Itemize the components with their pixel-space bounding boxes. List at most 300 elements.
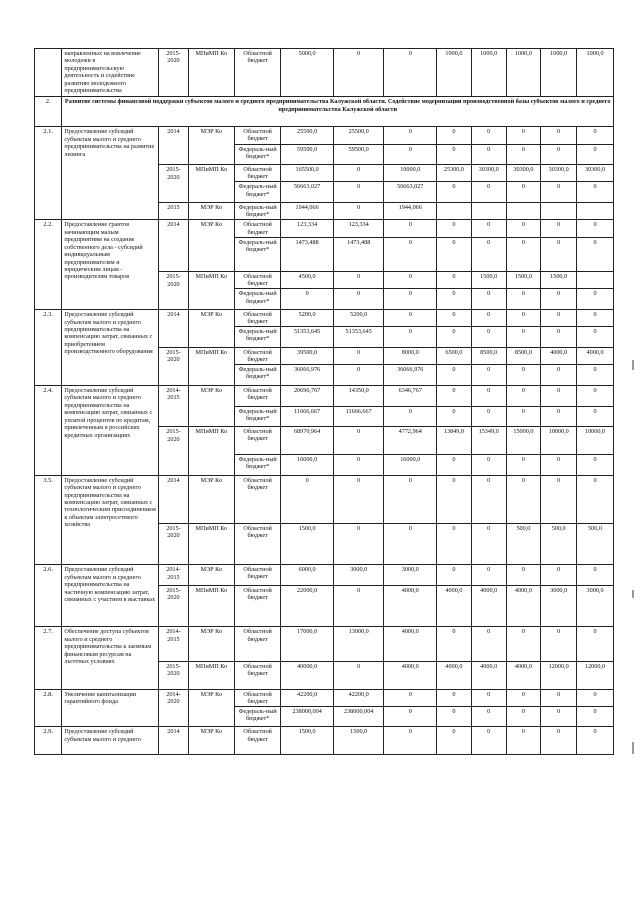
- value-cell: 0: [577, 220, 614, 237]
- value-cell: 0: [471, 385, 506, 406]
- value-cell: 1500,0: [281, 523, 334, 564]
- value-cell: [577, 272, 614, 289]
- years-cell: 2014: [159, 220, 188, 272]
- value-cell: 4000,0: [471, 661, 506, 689]
- value-cell: 8500,0: [471, 348, 506, 365]
- value-cell: 4000,0: [437, 586, 472, 627]
- value-cell: 30300,0: [471, 165, 506, 182]
- value-cell: 6346,767: [384, 385, 437, 406]
- value-cell: 0: [333, 523, 384, 564]
- funding-source: Федераль-ный бюджет*: [234, 182, 280, 203]
- value-cell: 0: [333, 427, 384, 455]
- value-cell: 16000,0: [281, 454, 334, 475]
- measure-name: Обеспечение доступа субъектов малого и среднего предпринимательства к заемным финансовым ресурсам на льготных условиях: [62, 627, 159, 689]
- years-cell: 2014-2015: [159, 627, 188, 662]
- value-cell: 51353,645: [333, 327, 384, 348]
- value-cell: 0: [384, 310, 437, 327]
- executor-cell: МЭР Ко: [188, 127, 234, 165]
- value-cell: 0: [541, 689, 577, 706]
- value-cell: 0: [437, 689, 472, 706]
- value-cell: 0: [437, 706, 472, 727]
- value-cell: 22000,0: [281, 586, 334, 627]
- value-cell: 56663,027: [384, 182, 437, 203]
- executor-cell: МПиМП Ко: [188, 586, 234, 627]
- value-cell: 0: [437, 127, 472, 144]
- value-cell: 0: [333, 661, 384, 689]
- value-cell: 0: [541, 565, 577, 586]
- executor-cell: МПиМП Ко: [188, 272, 234, 310]
- value-cell: 0: [437, 454, 472, 475]
- value-cell: 6500,0: [437, 348, 472, 365]
- table-row: [35, 220, 614, 237]
- years-cell: 2015-2020: [159, 49, 188, 97]
- value-cell: 4000,0: [577, 348, 614, 365]
- value-cell: 0: [384, 237, 437, 272]
- value-cell: 5200,0: [333, 310, 384, 327]
- value-cell: 36066,976: [384, 365, 437, 386]
- value-cell: 0: [577, 454, 614, 475]
- years-cell: 2015-2020: [159, 427, 188, 475]
- value-cell: 1000,0: [437, 49, 472, 97]
- value-cell: 0: [471, 310, 506, 327]
- value-cell: 0: [506, 220, 541, 237]
- value-cell: 0: [577, 727, 614, 755]
- value-cell: 15349,0: [471, 427, 506, 455]
- years-cell: 2015-2020: [159, 586, 188, 627]
- value-cell: 0: [506, 565, 541, 586]
- value-cell: 19000,0: [384, 165, 437, 182]
- executor-cell: МЭР Ко: [188, 203, 234, 220]
- value-cell: 500,0: [577, 523, 614, 564]
- years-cell: 2014: [159, 310, 188, 348]
- budget-table: [34, 48, 614, 755]
- value-cell: 15000,0: [506, 427, 541, 455]
- funding-source: Областной бюджет: [234, 427, 280, 455]
- section-title: Развитие системы финансовой поддержки субъектов малого и среднего предпринимательства Калужской области. Содействие модернизации производственной базы субъектов малого и среднего предпринимательства Калужской области: [62, 97, 614, 127]
- value-cell: 0: [506, 327, 541, 348]
- value-cell: 0: [506, 310, 541, 327]
- value-cell: 0: [577, 689, 614, 706]
- value-cell: 0: [471, 327, 506, 348]
- value-cell: 51353,645: [281, 327, 334, 348]
- value-cell: 4000,0: [506, 661, 541, 689]
- funding-source: Областной бюджет: [234, 127, 280, 144]
- years-cell: 2015-2020: [159, 661, 188, 689]
- value-cell: 59500,0: [333, 144, 384, 165]
- executor-cell: МЭР Ко: [188, 565, 234, 586]
- value-cell: 0: [506, 727, 541, 755]
- row-number: 2.3.: [35, 310, 62, 386]
- value-cell: 123,334: [281, 220, 334, 237]
- table-row: [35, 475, 614, 523]
- years-cell: 2014-2020: [159, 689, 188, 727]
- value-cell: 0: [333, 272, 384, 289]
- value-cell: 20696,767: [281, 385, 334, 406]
- value-cell: 0: [437, 220, 472, 237]
- value-cell: 0: [577, 706, 614, 727]
- value-cell: 1000,0: [506, 49, 541, 97]
- value-cell: 0: [471, 406, 506, 427]
- value-cell: 0: [577, 327, 614, 348]
- value-cell: 0: [333, 454, 384, 475]
- value-cell: [577, 203, 614, 220]
- value-cell: 0: [437, 272, 472, 289]
- value-cell: 0: [471, 220, 506, 237]
- value-cell: 0: [506, 289, 541, 310]
- value-cell: 0: [384, 220, 437, 237]
- funding-source: Федераль-ный бюджет*: [234, 406, 280, 427]
- value-cell: 0: [437, 237, 472, 272]
- value-cell: [437, 203, 472, 220]
- value-cell: 0: [437, 327, 472, 348]
- value-cell: 0: [471, 706, 506, 727]
- value-cell: 68970,964: [281, 427, 334, 455]
- measure-name: Предоставление субсидий субъектам малого и среднего: [62, 727, 159, 755]
- table-row: [35, 689, 614, 706]
- value-cell: 0: [384, 727, 437, 755]
- value-cell: 1000,0: [577, 49, 614, 97]
- value-cell: 12000,0: [577, 661, 614, 689]
- value-cell: 0: [506, 689, 541, 706]
- value-cell: 0: [471, 182, 506, 203]
- value-cell: 0: [333, 165, 384, 182]
- value-cell: 0: [577, 627, 614, 662]
- executor-cell: МЭР Ко: [188, 475, 234, 523]
- years-cell: 2015-2020: [159, 272, 188, 310]
- years-cell: 2014: [159, 727, 188, 755]
- value-cell: 1500,0: [333, 727, 384, 755]
- value-cell: 0: [333, 365, 384, 386]
- value-cell: 4000,0: [506, 586, 541, 627]
- value-cell: 12000,0: [541, 661, 577, 689]
- value-cell: 1473,488: [281, 237, 334, 272]
- funding-source: Федераль-ный бюджет*: [234, 327, 280, 348]
- years-cell: 2015-2020: [159, 165, 188, 203]
- funding-source: Областной бюджет: [234, 272, 280, 289]
- value-cell: 0: [506, 144, 541, 165]
- value-cell: 0: [384, 272, 437, 289]
- value-cell: 0: [577, 475, 614, 523]
- value-cell: 0: [577, 385, 614, 406]
- value-cell: 0: [384, 327, 437, 348]
- value-cell: 0: [541, 706, 577, 727]
- value-cell: 1500,0: [281, 727, 334, 755]
- value-cell: 0: [506, 365, 541, 386]
- value-cell: 0: [506, 127, 541, 144]
- value-cell: 0: [471, 365, 506, 386]
- value-cell: 59500,0: [281, 144, 334, 165]
- value-cell: 4000,0: [471, 586, 506, 627]
- value-cell: 0: [541, 310, 577, 327]
- value-cell: 0: [541, 627, 577, 662]
- value-cell: 0: [384, 289, 437, 310]
- executor-cell: МПиМП Ко: [188, 348, 234, 386]
- funding-source: Областной бюджет: [234, 727, 280, 755]
- executor-cell: МПиМП Ко: [188, 165, 234, 203]
- value-cell: 0: [577, 406, 614, 427]
- row-number: 2.6.: [35, 565, 62, 627]
- table-row: [35, 385, 614, 406]
- value-cell: 1500,0: [506, 272, 541, 289]
- value-cell: 8000,0: [384, 348, 437, 365]
- value-cell: 0: [333, 182, 384, 203]
- funding-source: Федераль-ный бюджет*: [234, 203, 280, 220]
- value-cell: 8500,0: [506, 348, 541, 365]
- row-number: 2.8.: [35, 689, 62, 727]
- row-number: 3.5.: [35, 475, 62, 565]
- value-cell: 13000,0: [333, 627, 384, 662]
- value-cell: 238000,004: [333, 706, 384, 727]
- value-cell: 42200,0: [333, 689, 384, 706]
- value-cell: 0: [437, 310, 472, 327]
- funding-source: Областной бюджет: [234, 661, 280, 689]
- value-cell: 0: [541, 454, 577, 475]
- row-number: [35, 49, 62, 97]
- funding-source: Областной бюджет: [234, 165, 280, 182]
- table-row: [35, 565, 614, 586]
- value-cell: 0: [471, 627, 506, 662]
- executor-cell: МЭР Ко: [188, 310, 234, 348]
- value-cell: 13849,0: [437, 427, 472, 455]
- value-cell: 238000,004: [281, 706, 334, 727]
- value-cell: 1473,488: [333, 237, 384, 272]
- value-cell: 10000,0: [541, 427, 577, 455]
- value-cell: 0: [506, 406, 541, 427]
- executor-cell: МЭР Ко: [188, 220, 234, 272]
- value-cell: 0: [471, 454, 506, 475]
- funding-source: Федераль-ный бюджет*: [234, 454, 280, 475]
- row-number: 2.4.: [35, 385, 62, 475]
- executor-cell: МЭР Ко: [188, 689, 234, 727]
- section-number: 2.: [35, 97, 62, 127]
- value-cell: 0: [541, 475, 577, 523]
- value-cell: 0: [333, 289, 384, 310]
- value-cell: 0: [541, 385, 577, 406]
- value-cell: 0: [281, 289, 334, 310]
- value-cell: 1944,066: [281, 203, 334, 220]
- value-cell: 0: [506, 182, 541, 203]
- scan-edge-mark: [632, 360, 634, 370]
- value-cell: 0: [577, 289, 614, 310]
- value-cell: 16000,0: [384, 454, 437, 475]
- value-cell: 25500,0: [281, 127, 334, 144]
- value-cell: 42200,0: [281, 689, 334, 706]
- value-cell: 30300,0: [577, 165, 614, 182]
- value-cell: 0: [437, 565, 472, 586]
- value-cell: [506, 203, 541, 220]
- table-row: [35, 727, 614, 755]
- table-row: [35, 49, 614, 97]
- value-cell: 0: [437, 144, 472, 165]
- executor-cell: МПиМП Ко: [188, 523, 234, 564]
- value-cell: 0: [577, 310, 614, 327]
- funding-source: Областной бюджет: [234, 310, 280, 327]
- value-cell: 0: [506, 454, 541, 475]
- measure-name: Предоставление субсидий субъектам малого и среднего предпринимательства на частичную компенсацию затрат, связанных с участием в выставках: [62, 565, 159, 627]
- value-cell: 40000,0: [281, 661, 334, 689]
- table-row: [35, 310, 614, 327]
- value-cell: 4000,0: [384, 627, 437, 662]
- value-cell: 11666,667: [281, 406, 334, 427]
- value-cell: 1000,0: [471, 49, 506, 97]
- funding-source: Федераль-ный бюджет*: [234, 706, 280, 727]
- value-cell: 0: [437, 475, 472, 523]
- row-number: 2.9.: [35, 727, 62, 755]
- table-body: [35, 49, 614, 755]
- value-cell: 1000,0: [541, 49, 577, 97]
- value-cell: 500,0: [506, 523, 541, 564]
- measure-name: Увеличение капитализации гарантийного фонда: [62, 689, 159, 727]
- value-cell: 0: [577, 127, 614, 144]
- value-cell: 0: [471, 565, 506, 586]
- row-number: 2.7.: [35, 627, 62, 689]
- value-cell: 0: [471, 289, 506, 310]
- executor-cell: МЭР Ко: [188, 727, 234, 755]
- value-cell: 0: [471, 144, 506, 165]
- funding-source: Областной бюджет: [234, 586, 280, 627]
- executor-cell: МПиМП Ко: [188, 427, 234, 475]
- value-cell: 11666,667: [333, 406, 384, 427]
- value-cell: 0: [471, 689, 506, 706]
- value-cell: 6000,0: [281, 565, 334, 586]
- value-cell: 1500,0: [471, 272, 506, 289]
- value-cell: 0: [437, 182, 472, 203]
- value-cell: 0: [541, 289, 577, 310]
- value-cell: 0: [541, 144, 577, 165]
- value-cell: 36066,976: [281, 365, 334, 386]
- value-cell: 0: [384, 475, 437, 523]
- value-cell: 0: [384, 689, 437, 706]
- value-cell: 3000,0: [333, 565, 384, 586]
- value-cell: 0: [577, 182, 614, 203]
- value-cell: 5000,0: [281, 49, 334, 97]
- value-cell: 0: [506, 475, 541, 523]
- funding-source: Областной бюджет: [234, 627, 280, 662]
- value-cell: 0: [577, 565, 614, 586]
- years-cell: 2015-2020: [159, 348, 188, 386]
- value-cell: 1944,066: [384, 203, 437, 220]
- value-cell: 0: [384, 523, 437, 564]
- value-cell: 0: [437, 289, 472, 310]
- table-row: [35, 127, 614, 144]
- value-cell: 0: [471, 475, 506, 523]
- value-cell: 30300,0: [541, 165, 577, 182]
- value-cell: 0: [577, 365, 614, 386]
- funding-source: Областной бюджет: [234, 49, 280, 97]
- measure-name: Предоставление грантов начинающим малым предприятиям на создание собственного дела - субсидий индивидуальным предпринимателям и юридическим лицам - производителям товаров: [62, 220, 159, 310]
- executor-cell: МПиМП Ко: [188, 661, 234, 689]
- value-cell: 0: [384, 406, 437, 427]
- value-cell: 4000,0: [384, 586, 437, 627]
- value-cell: 0: [384, 706, 437, 727]
- value-cell: 39500,0: [281, 348, 334, 365]
- value-cell: 0: [437, 523, 472, 564]
- value-cell: [471, 203, 506, 220]
- value-cell: 0: [437, 365, 472, 386]
- measure-name: Предоставление субсидий субъектам малого и среднего предпринимательства на компенсацию затрат, связанных с приобретением производственного оборудования: [62, 310, 159, 386]
- value-cell: 0: [384, 49, 437, 97]
- value-cell: 0: [333, 586, 384, 627]
- value-cell: 5200,0: [281, 310, 334, 327]
- scan-edge-mark: [632, 742, 634, 754]
- funding-source: Областной бюджет: [234, 523, 280, 564]
- value-cell: 0: [437, 406, 472, 427]
- measure-name: направленных на вовлечение молодежи в предпринимательскую деятельность и содействие развитию молодежного предпринимательства: [62, 49, 159, 97]
- measure-name: Предоставление субсидий субъектам малого и среднего предпринимательства на компенсацию затрат, связанных с уплатой процентов по кредитам, привлеченным в российских кредитных организациях: [62, 385, 159, 475]
- funding-source: Областной бюджет: [234, 220, 280, 237]
- value-cell: 10000,0: [577, 427, 614, 455]
- value-cell: 0: [506, 627, 541, 662]
- value-cell: 0: [333, 203, 384, 220]
- value-cell: 123,334: [333, 220, 384, 237]
- value-cell: 0: [541, 406, 577, 427]
- funding-source: Областной бюджет: [234, 475, 280, 523]
- value-cell: 0: [384, 144, 437, 165]
- measure-name: Предоставление субсидий субъектам малого и среднего предпринимательства на развитие лизинга: [62, 127, 159, 220]
- value-cell: 0: [384, 127, 437, 144]
- measure-name: Предоставление субсидий субъектам малого и среднего предпринимательства на компенсацию затрат, связанных с технологическим присоединением к объектам электросетевого хозяйства: [62, 475, 159, 565]
- row-number: 2.2.: [35, 220, 62, 310]
- years-cell: 2014: [159, 475, 188, 523]
- value-cell: 14350,0: [333, 385, 384, 406]
- value-cell: 4000,0: [437, 661, 472, 689]
- value-cell: 0: [437, 627, 472, 662]
- funding-source: Федераль-ный бюджет*: [234, 237, 280, 272]
- value-cell: 500,0: [541, 523, 577, 564]
- value-cell: 4000,0: [541, 348, 577, 365]
- executor-cell: МЭР Ко: [188, 385, 234, 426]
- value-cell: 0: [506, 237, 541, 272]
- funding-source: Областной бюджет: [234, 385, 280, 406]
- value-cell: 17000,0: [281, 627, 334, 662]
- value-cell: 1500,0: [541, 272, 577, 289]
- value-cell: 0: [471, 127, 506, 144]
- value-cell: 0: [333, 49, 384, 97]
- value-cell: 4000,0: [384, 661, 437, 689]
- value-cell: 3000,0: [384, 565, 437, 586]
- value-cell: 0: [506, 385, 541, 406]
- value-cell: 0: [333, 475, 384, 523]
- scan-edge-mark: [632, 590, 634, 598]
- value-cell: 30300,0: [506, 165, 541, 182]
- value-cell: 0: [541, 182, 577, 203]
- value-cell: 0: [471, 523, 506, 564]
- executor-cell: МПиМП Ко: [188, 49, 234, 97]
- funding-source: Федераль-ный бюджет*: [234, 289, 280, 310]
- value-cell: 3000,0: [577, 586, 614, 627]
- years-cell: 2014-2015: [159, 385, 188, 426]
- value-cell: 0: [437, 727, 472, 755]
- value-cell: 0: [541, 327, 577, 348]
- value-cell: 0: [471, 727, 506, 755]
- section-header-row: [35, 97, 614, 127]
- value-cell: 25300,0: [437, 165, 472, 182]
- years-cell: 2015: [159, 203, 188, 220]
- value-cell: 0: [541, 237, 577, 272]
- funding-source: Областной бюджет: [234, 348, 280, 365]
- value-cell: 165500,0: [281, 165, 334, 182]
- value-cell: 0: [281, 475, 334, 523]
- executor-cell: МЭР Ко: [188, 627, 234, 662]
- value-cell: 4500,0: [281, 272, 334, 289]
- years-cell: 2015-2020: [159, 523, 188, 564]
- row-number: 2.1.: [35, 127, 62, 220]
- value-cell: 0: [471, 237, 506, 272]
- value-cell: [541, 203, 577, 220]
- value-cell: 0: [577, 144, 614, 165]
- value-cell: 0: [541, 127, 577, 144]
- funding-source: Областной бюджет: [234, 689, 280, 706]
